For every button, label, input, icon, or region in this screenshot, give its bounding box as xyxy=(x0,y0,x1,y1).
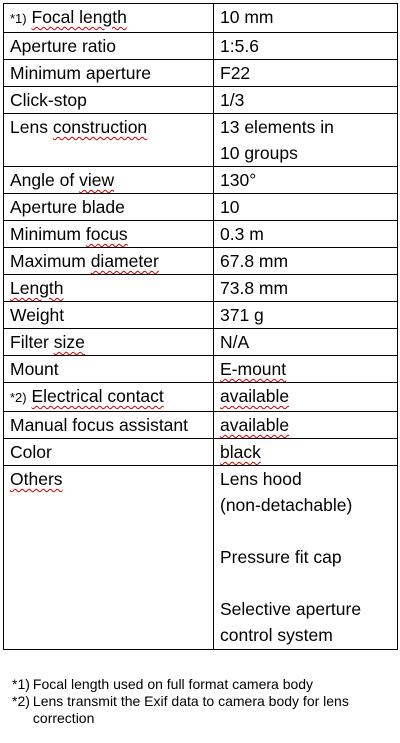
spec-value: 1/3 xyxy=(214,87,398,114)
spec-value: F22 xyxy=(214,60,398,87)
spec-label-text: Maximum xyxy=(10,251,91,271)
footnote xyxy=(12,693,396,727)
spec-label-text: focus xyxy=(85,224,128,244)
spec-value-text: available xyxy=(220,415,290,435)
spec-label: Minimum aperture xyxy=(4,60,214,87)
spec-label-text: Filter xyxy=(10,332,54,352)
spec-row-length xyxy=(4,275,398,302)
spec-row-mount xyxy=(4,356,398,383)
spec-value xyxy=(214,383,398,412)
spec-label-text: diameter xyxy=(90,251,159,271)
spec-row-filter-size xyxy=(4,329,398,356)
spec-value: 130° xyxy=(214,167,398,194)
footnote-mark: *2) xyxy=(12,693,30,709)
spec-value xyxy=(214,356,398,383)
footnote-mark: *1) xyxy=(10,11,27,26)
footnote-mark: *1) xyxy=(12,676,30,692)
spec-value: 13 elements in 10 groups xyxy=(214,114,398,167)
spec-value xyxy=(214,412,398,439)
spec-row-aperture-ratio xyxy=(4,33,398,60)
spec-label xyxy=(4,114,214,167)
others-item: Selective aperture control system xyxy=(220,599,362,645)
spec-label: Color xyxy=(4,439,214,466)
spec-label-text: view xyxy=(79,170,115,190)
spec-label xyxy=(4,248,214,275)
spec-row-others xyxy=(4,466,398,650)
spec-value: 1:5.6 xyxy=(214,33,398,60)
spec-label-text: size xyxy=(53,332,85,352)
spec-label: Click-stop xyxy=(4,87,214,114)
spec-label xyxy=(4,167,214,194)
spec-label xyxy=(4,4,214,33)
spec-label-text: Angle of xyxy=(10,170,80,190)
spec-row-lens-construction xyxy=(4,114,398,167)
footnotes xyxy=(12,676,396,727)
spec-label-text: Electrical contact xyxy=(31,386,164,406)
spec-row-focal-length xyxy=(4,4,398,33)
footnote-text: Lens transmit the Exif data to camera body for lens correction xyxy=(32,693,349,726)
spec-value-text: E-mount xyxy=(220,359,287,379)
spec-label: Aperture ratio xyxy=(4,33,214,60)
spec-value: 67.8 mm xyxy=(214,248,398,275)
spec-value: 10 xyxy=(214,194,398,221)
spec-value: 0.3 m xyxy=(214,221,398,248)
footnote xyxy=(12,676,396,693)
spec-value xyxy=(214,466,398,650)
spec-label-text: construction xyxy=(52,117,148,137)
spec-row-manual-focus-assistant xyxy=(4,412,398,439)
spec-label xyxy=(4,329,214,356)
spec-label: Manual focus assistant xyxy=(4,412,214,439)
others-item: Pressure fit cap xyxy=(220,547,342,567)
spec-label xyxy=(4,275,214,302)
spec-row-angle-of-view xyxy=(4,167,398,194)
spec-label: Weight xyxy=(4,302,214,329)
spec-value-text: available xyxy=(220,386,290,406)
spec-label xyxy=(4,221,214,248)
spec-row-aperture-blade xyxy=(4,194,398,221)
spec-row-click-stop xyxy=(4,87,398,114)
spec-label: Mount xyxy=(4,356,214,383)
footnote-mark: *2) xyxy=(10,390,27,405)
spec-label-text: Focal length xyxy=(31,7,127,27)
spec-row-minimum-focus xyxy=(4,221,398,248)
spec-value: 371 g xyxy=(214,302,398,329)
spec-row-minimum-aperture xyxy=(4,60,398,87)
spec-value: 73.8 mm xyxy=(214,275,398,302)
spec-value-text: black xyxy=(220,442,261,462)
others-item: Lens hood (non-detachable) xyxy=(220,469,353,515)
spec-label-text: Lens xyxy=(10,117,53,137)
spec-table xyxy=(3,3,398,650)
spec-value: N/A xyxy=(214,329,398,356)
footnote-text: Focal length used on full format camera body xyxy=(32,676,314,692)
spec-row-electrical-contact xyxy=(4,383,398,412)
spec-value: 10 mm xyxy=(214,4,398,33)
spec-label-text: Minimum xyxy=(10,224,86,244)
spec-row-color xyxy=(4,439,398,466)
spec-row-weight xyxy=(4,302,398,329)
spec-row-maximum-diameter xyxy=(4,248,398,275)
spec-label xyxy=(4,383,214,412)
spec-label xyxy=(4,466,214,650)
spec-value xyxy=(214,439,398,466)
spec-label-text: Length xyxy=(10,278,64,298)
spec-label-text: Others xyxy=(10,469,63,489)
spec-label: Aperture blade xyxy=(4,194,214,221)
